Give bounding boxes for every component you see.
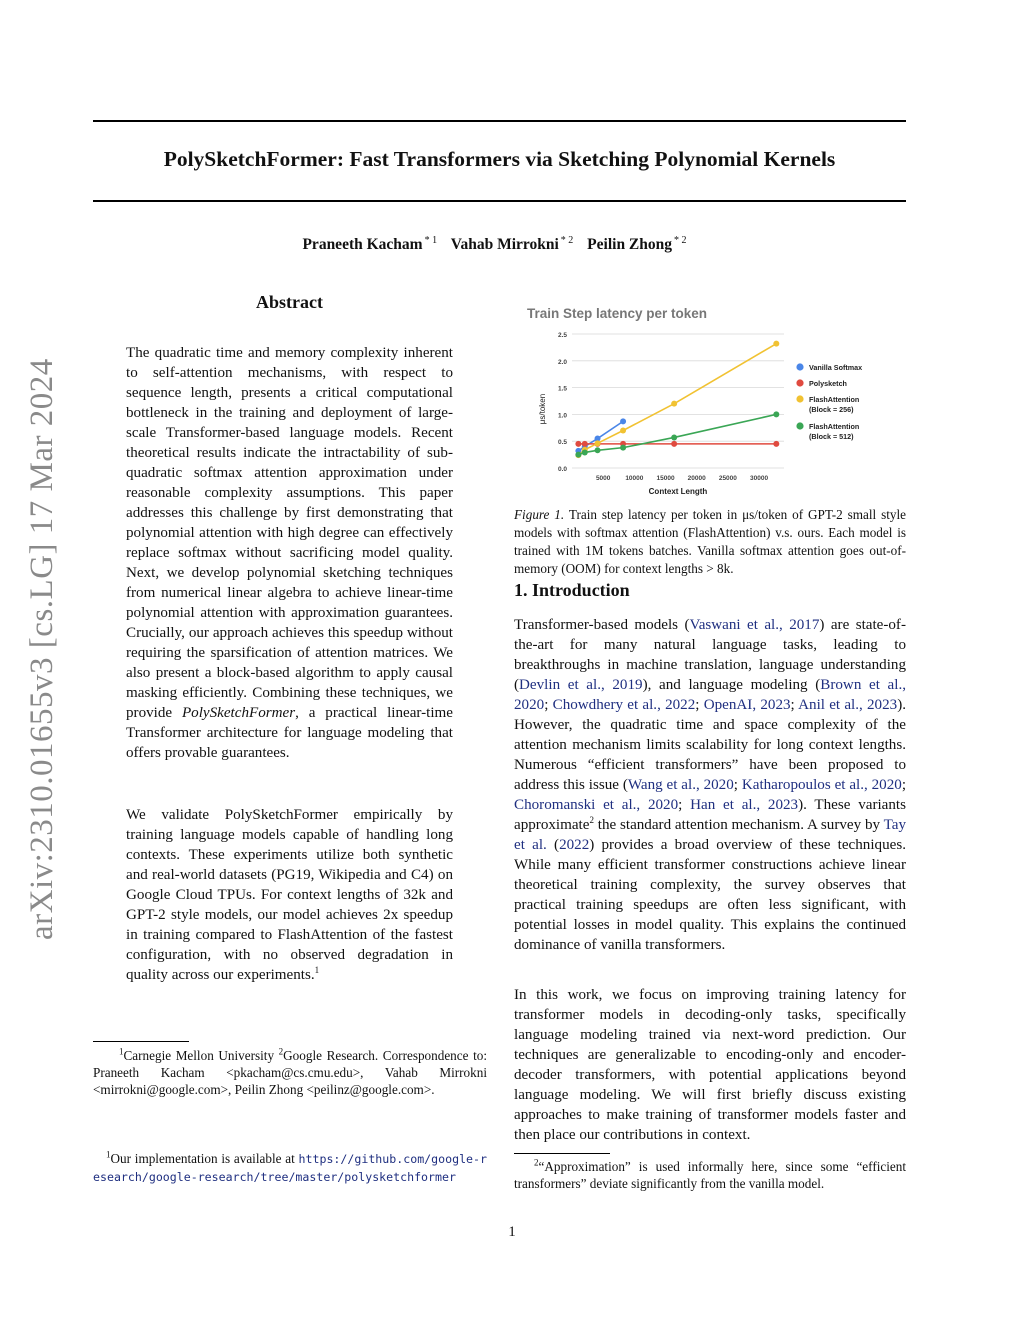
author-mark: * 2 [674, 234, 687, 246]
data-point [620, 427, 626, 433]
intro-text: ). However, the quadratic time and space complexity of the attention mechanism limits scalability for long context lengths. Numerous “efficient transformers” have been proposed to address this issue ( [514, 697, 907, 793]
footnote-mark: 1 [119, 1046, 124, 1057]
figure-caption [514, 506, 906, 578]
x-tick-label: 15000 [656, 475, 675, 482]
author-name: Praneeth Kacham [302, 236, 423, 253]
data-point [671, 434, 677, 440]
footnote-rule [93, 1041, 189, 1042]
data-point [575, 441, 581, 447]
footnote-mark: 2 [589, 814, 594, 825]
intro-text: ; [695, 697, 704, 713]
citation-link[interactable]: Vaswani et al., 2017 [689, 617, 820, 633]
data-point [773, 341, 779, 347]
legend-label: FlashAttention [809, 395, 860, 404]
series-line-2 [578, 344, 776, 455]
legend-label: (Block = 512) [809, 432, 854, 441]
data-point [595, 440, 601, 446]
data-point [773, 411, 779, 417]
y-axis-label: μs/token [538, 393, 547, 425]
x-tick-label: 30000 [750, 475, 769, 482]
abstract-text: We validate PolySketchFormer empirically by training language models capable of handling long contexts. These experiments utilize both synthetic and real-world datasets (PG19, Wikipedia and C4) on Google Cloud TPUs. For context lengths of 32k and GPT-2 style models, our model achieves 2x speedup in training compared to FlashAttention of the fastest configuration, with no observed degradation in quality across our experiments. [126, 807, 453, 983]
abstract-paragraph-2 [126, 805, 453, 985]
affiliation-footnote [93, 1047, 487, 1098]
intro-text: ) provides a broad overview of these techniques. While many efficient transformer constructions achieve linear theoretical training complexity, the survey observes that practical training speedups are often less significant, with potential losses in model quality. This explains the continued dominance of vanilla transformers. [514, 837, 906, 953]
section-heading-introduction: 1. Introduction [514, 580, 630, 600]
legend-label: Polysketch [809, 379, 847, 388]
citation-link[interactable]: Devlin et al., 2019 [519, 677, 643, 693]
footnote-mark: 2 [534, 1157, 539, 1168]
intro-text: ; [901, 777, 907, 793]
citation-link[interactable]: Choromanski et al., 2020 [514, 797, 679, 813]
data-point [773, 441, 779, 447]
legend-marker [796, 422, 803, 429]
abstract-paragraph-1 [126, 343, 453, 763]
citation-link[interactable]: 2022 [559, 837, 590, 853]
legend-label: Vanilla Softmax [809, 363, 863, 372]
series-line-3 [578, 414, 776, 454]
author-list [93, 236, 906, 254]
footnote-text: “Approximation” is used informally here, since some “efficient transformers” deviate significantly from the vanilla model. [514, 1159, 906, 1191]
footnote-mark: 1 [106, 1149, 111, 1160]
y-tick-label: 1.0 [557, 412, 567, 420]
data-point [620, 418, 626, 424]
arxiv-stamp: arXiv:2310.01655v3 [cs.LG] 17 Mar 2024 [24, 358, 60, 940]
data-point [575, 452, 581, 458]
data-point [671, 441, 677, 447]
intro-text: ), and language modeling ( [642, 677, 821, 693]
paper-title: PolySketchFormer: Fast Transformers via Sketching Polynomial Kernels [163, 147, 836, 171]
page-number: 1 [508, 1224, 516, 1240]
intro-paragraph-2: In this work, we focus on improving training latency for transformer models in decoding-only tasks, specifically language modeling trained via next-word prediction. Our techniques are generalizable to encoding-only and encoder-decoder transformers, with potential applications beyond language modeling. We will first briefly discuss existing approaches to make training of transformer models faster and then place our contributions in context. [514, 987, 906, 1143]
citation-link[interactable]: Wang et al., 2020 [627, 777, 734, 793]
code-footnote [93, 1150, 487, 1186]
intro-text: ) are state-of-the-art for many natural language tasks, leading to breakthroughs in machine translation, language understanding ( [514, 617, 906, 693]
legend-label: FlashAttention [809, 422, 860, 431]
abstract-heading: Abstract [256, 292, 323, 312]
legend-marker [796, 363, 803, 370]
data-point [582, 449, 588, 455]
abstract-text: , a practical linear-time Transformer architecture for language modeling that offers provable guarantees. [126, 705, 453, 761]
intro-text: the standard attention mechanism. A survey by [593, 817, 884, 833]
x-tick-label: 25000 [718, 475, 737, 482]
x-tick-label: 10000 [625, 475, 644, 482]
data-point [595, 447, 601, 453]
intro-text: ; [544, 697, 553, 713]
author-name: Peilin Zhong [587, 236, 673, 253]
footnote-rule [514, 1153, 610, 1154]
chart-title: Train Step latency per token [527, 306, 708, 321]
y-tick-label: 0.0 [557, 466, 567, 473]
figure-caption-text: Train step latency per token in μs/token of GPT-2 small style models with softmax attention (FlashAttention) v.s. ours. Each model is trained with 1M tokens batches. Vanilla softmax attention goes out-of-memory (OOM) for context lengths > 8k. [514, 507, 906, 576]
footnote-mark: 1 [314, 964, 320, 975]
citation-link[interactable]: Katharopoulos et al., 2020 [741, 777, 902, 793]
y-tick-label: 2.0 [557, 358, 567, 366]
citation-link[interactable]: Chowdhery et al., 2022 [552, 697, 696, 713]
footnote-text: Our implementation is available at [110, 1151, 299, 1166]
x-tick-label: 20000 [687, 475, 706, 482]
top-rule [93, 120, 906, 122]
intro-paragraph-1 [514, 615, 906, 955]
legend-label: (Block = 256) [809, 405, 854, 414]
data-point [620, 445, 626, 451]
intro-text: Transformer-based models ( [514, 617, 690, 633]
abstract-model-name: PolySketchFormer [181, 705, 296, 721]
intro-text: ; [733, 777, 742, 793]
citation-link[interactable]: Han et al., 2023 [690, 797, 799, 813]
data-point [671, 401, 677, 407]
citation-link[interactable]: Brown et al., 2020 [514, 677, 906, 713]
author-mark: * 2 [560, 234, 574, 246]
footnote-mark: 2 [278, 1046, 284, 1057]
author-mark: * 1 [424, 234, 438, 246]
abstract-text: The quadratic time and memory complexity inherent to self-attention mechanisms, with respect to sequence length, presents a critical computational bottleneck in the training and deployment of large-scale Transformer-based language models. Recent theoretical results indicate the intractability of sub-quadratic softmax attention approximation under reasonable complexity assumptions. This paper addresses this challenge by first demonstrating that polynomial attention with high degree can effectively replace softmax without sacrificing model quality. Next, we develop polynomial sketching techniques from numerical linear algebra to achieve linear-time polynomial attention with approximation guarantees. Crucially, our approach achieves this speedup without requiring the sparsification of attention matrices. We also present a block-based algorithm to apply causal masking efficiently. Combining these techniques, we provide [126, 345, 453, 721]
author-name: Vahab Mirrokni [450, 236, 559, 253]
intro-text: ). These variants approximate [514, 797, 906, 833]
figure-label: Figure 1. [514, 507, 565, 522]
x-axis-label: Context Length [648, 487, 708, 496]
footnote-text: Carnegie Mellon University [123, 1048, 279, 1063]
title-bottom-rule [93, 200, 906, 202]
footnote-text: Google Research. Correspondence to: Praneeth Kacham <pkacham@cs.cmu.edu>, Vahab Mirrokni <mirrokni@google.com>, Peilin Zhong <peilinz@google.com>. [93, 1048, 487, 1097]
latency-chart [520, 300, 910, 500]
citation-link[interactable]: Anil et al., 2023 [798, 697, 898, 713]
y-tick-label: 2.5 [557, 332, 567, 339]
intro-text: ; [790, 697, 799, 713]
intro-text: ( [546, 837, 560, 853]
data-point [582, 441, 588, 447]
code-url-link[interactable]: https://github.com/google-research/google-research/tree/master/polysketchformer [93, 1152, 487, 1184]
legend-marker [796, 379, 803, 386]
approximation-footnote [514, 1158, 906, 1192]
y-tick-label: 1.5 [557, 385, 567, 393]
legend-marker [796, 395, 803, 402]
citation-link[interactable]: OpenAI, 2023 [703, 697, 791, 713]
x-tick-label: 5000 [595, 475, 611, 482]
y-tick-label: 0.5 [557, 439, 567, 447]
intro-text: ; [678, 797, 691, 813]
citation-link[interactable]: Tay et al. [514, 817, 906, 853]
